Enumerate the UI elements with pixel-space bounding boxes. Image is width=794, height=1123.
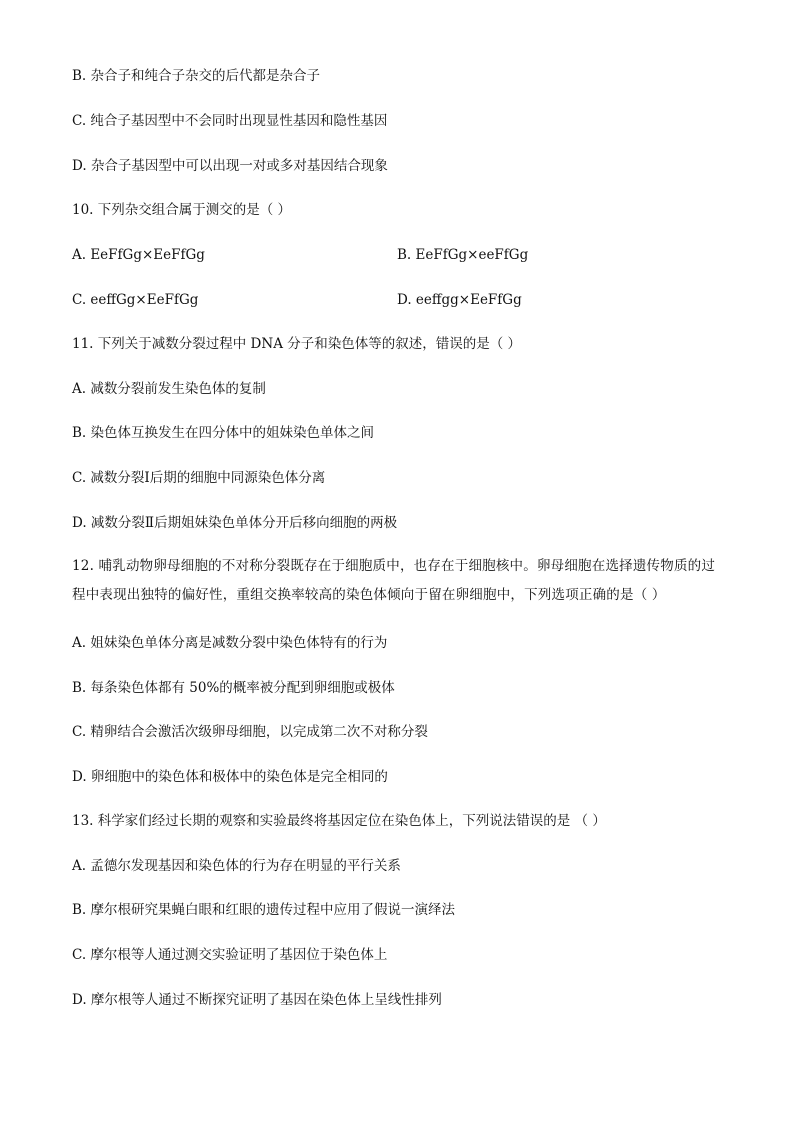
q12-stem: 12. 哺乳动物卵母细胞的不对称分裂既存在于细胞质中，也存在于细胞核中。卵母细胞在选择遗传物质的过程中表现出独特的偏好性，重组交换率较高的染色体倾向于留在卵细胞中，下列选项正确的是（ ） bbox=[72, 558, 716, 603]
q11-option-c: C. 减数分裂Ⅰ后期的细胞中同源染色体分离 bbox=[72, 470, 326, 486]
q9-option-d: D. 杂合子基因型中可以出现一对或多对基因结合现象 bbox=[72, 158, 388, 174]
q13-option-c: C. 摩尔根等人通过测交实验证明了基因位于染色体上 bbox=[72, 947, 388, 963]
q13-stem: 13. 科学家们经过长期的观察和实验最终将基因定位在染色体上，下列说法错误的是 （ ） bbox=[72, 813, 606, 829]
q11-option-b: B. 染色体互换发生在四分体中的姐妹染色单体之间 bbox=[72, 425, 375, 441]
q11-stem: 11. 下列关于减数分裂过程中 DNA 分子和染色体等的叙述，错误的是（ ） bbox=[72, 336, 522, 352]
q10-stem: 10. 下列杂交组合属于测交的是（ ） bbox=[72, 202, 292, 218]
q9-option-c: C. 纯合子基因型中不会同时出现显性基因和隐性基因 bbox=[72, 113, 388, 129]
q12-option-a: A. 姐妹染色单体分离是减数分裂中染色体特有的行为 bbox=[72, 635, 388, 651]
q13-option-b: B. 摩尔根研究果蝇白眼和红眼的遗传过程中应用了假说一演绎法 bbox=[72, 902, 456, 918]
q13-option-a: A. 孟德尔发现基因和染色体的行为存在明显的平行关系 bbox=[72, 858, 401, 874]
q12-option-d: D. 卵细胞中的染色体和极体中的染色体是完全相同的 bbox=[72, 769, 388, 785]
q13-option-d: D. 摩尔根等人通过不断探究证明了基因在染色体上呈线性排列 bbox=[72, 992, 442, 1008]
q11-option-a: A. 减数分裂前发生染色体的复制 bbox=[72, 381, 266, 397]
q10-option-c: C. eeffGg×EeFfGg bbox=[72, 292, 199, 308]
q10-option-a: A. EeFfGg×EeFfGg bbox=[72, 247, 205, 263]
q11-option-d: D. 减数分裂Ⅱ后期姐妹染色单体分开后移向细胞的两极 bbox=[72, 515, 398, 531]
q12-option-b: B. 每条染色体都有 50%的概率被分配到卵细胞或极体 bbox=[72, 680, 395, 696]
q9-option-b: B. 杂合子和纯合子杂交的后代都是杂合子 bbox=[72, 68, 321, 84]
q12-option-c: C. 精卵结合会激活次级卵母细胞，以完成第二次不对称分裂 bbox=[72, 724, 428, 740]
q10-option-b: B. EeFfGg×eeFfGg bbox=[397, 247, 529, 263]
q10-option-d: D. eeffgg×EeFfGg bbox=[397, 292, 522, 308]
